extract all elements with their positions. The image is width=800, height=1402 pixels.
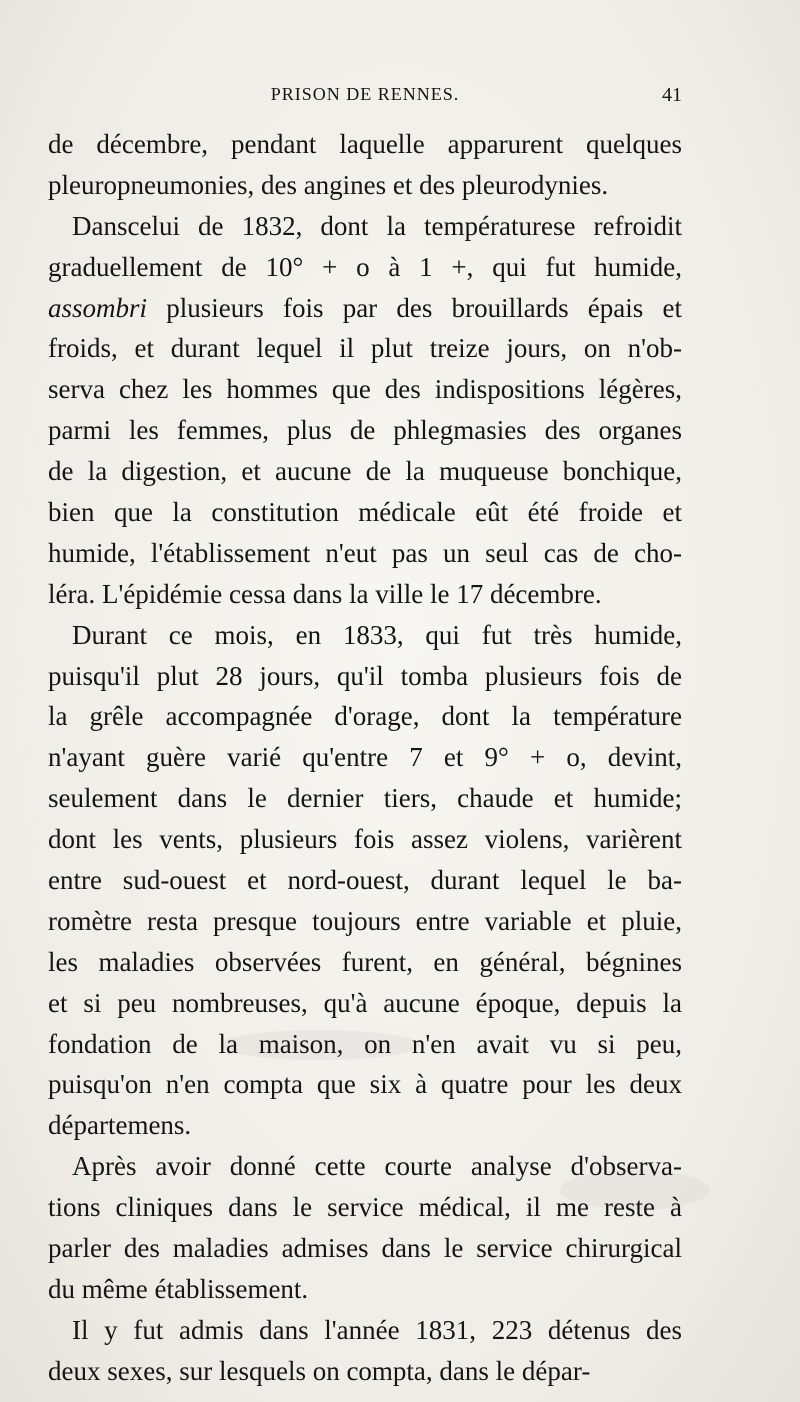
text-line: tions cliniques dans le service médical, il me reste à <box>48 1192 682 1223</box>
text-line: romètre resta presque toujours entre variable et pluie, <box>48 905 682 936</box>
text-line: départemens. <box>48 1110 192 1141</box>
text-line: dont les vents, plusieurs fois assez violens, varièrent <box>48 824 682 855</box>
text-line: la grêle accompagnée d'orage, dont la température <box>48 701 682 732</box>
text-line: deux sexes, sur lesquels on compta, dans le dépar- <box>48 1355 591 1386</box>
text-line: humide, l'établissement n'eut pas un seul cas de cho- <box>48 537 682 568</box>
text-line: Après avoir donné cette courte analyse d'observa- <box>72 1151 682 1182</box>
text-line: Danscelui de 1832, dont la températurese refroidit <box>72 210 682 241</box>
paragraph <box>48 206 682 615</box>
text-line: pleuropneumonies, des angines et des pleurodynies. <box>48 169 609 200</box>
text-line: de décembre, pendant laquelle apparurent quelques <box>48 129 682 159</box>
paragraph <box>48 124 682 206</box>
text-line: Il y fut admis dans l'année 1831, 223 détenus des <box>72 1314 682 1345</box>
text-line: puisqu'il plut 28 jours, qu'il tomba plusieurs fois de <box>48 660 682 691</box>
text-line: Durant ce mois, en 1833, qui fut très humide, <box>72 619 682 650</box>
body-text <box>48 124 682 1392</box>
text-line: entre sud-ouest et nord-ouest, durant lequel le ba- <box>48 865 682 896</box>
paragraph <box>48 1146 682 1310</box>
text-line: n'ayant guère varié qu'entre 7 et 9° + o, devint, <box>48 742 682 773</box>
text-line: parmi les femmes, plus de phlegmasies des organes <box>48 415 682 446</box>
text-line: les maladies observées furent, en général, bégnines <box>48 946 682 977</box>
text-line: graduellement de 10° + o à 1 +, qui fut humide, <box>48 251 682 282</box>
text-line: fondation de la maison, on n'en avait vu si peu, <box>48 1028 682 1059</box>
text-line: puisqu'on n'en compta que six à quatre pour les deux <box>48 1069 682 1100</box>
page-header <box>48 84 682 114</box>
paragraph <box>48 615 682 1147</box>
text-line: du même établissement. <box>48 1273 309 1304</box>
text-line: parler des maladies admises dans le service chirurgical <box>48 1233 682 1264</box>
paragraph <box>48 1310 682 1392</box>
text-line: serva chez les hommes que des indispositions légères, <box>48 374 682 405</box>
text-line: de la digestion, et aucune de la muqueuse bonchique, <box>48 456 682 487</box>
text-line: bien que la constitution médicale eût été froide et <box>48 497 682 528</box>
text-line: froids, et durant lequel il plut treize jours, on n'ob- <box>48 333 682 364</box>
text-line: assombri plusieurs fois par des brouillards épais et <box>48 292 682 323</box>
text-line: et si peu nombreuses, qu'à aucune époque, depuis la <box>48 987 682 1018</box>
running-title: PRISON DE RENNES. <box>270 84 460 104</box>
page-number: 41 <box>662 84 682 106</box>
text-line: seulement dans le dernier tiers, chaude et humide; <box>48 783 682 814</box>
text-line: léra. L'épidémie cessa dans la ville le 17 décembre. <box>48 578 602 609</box>
